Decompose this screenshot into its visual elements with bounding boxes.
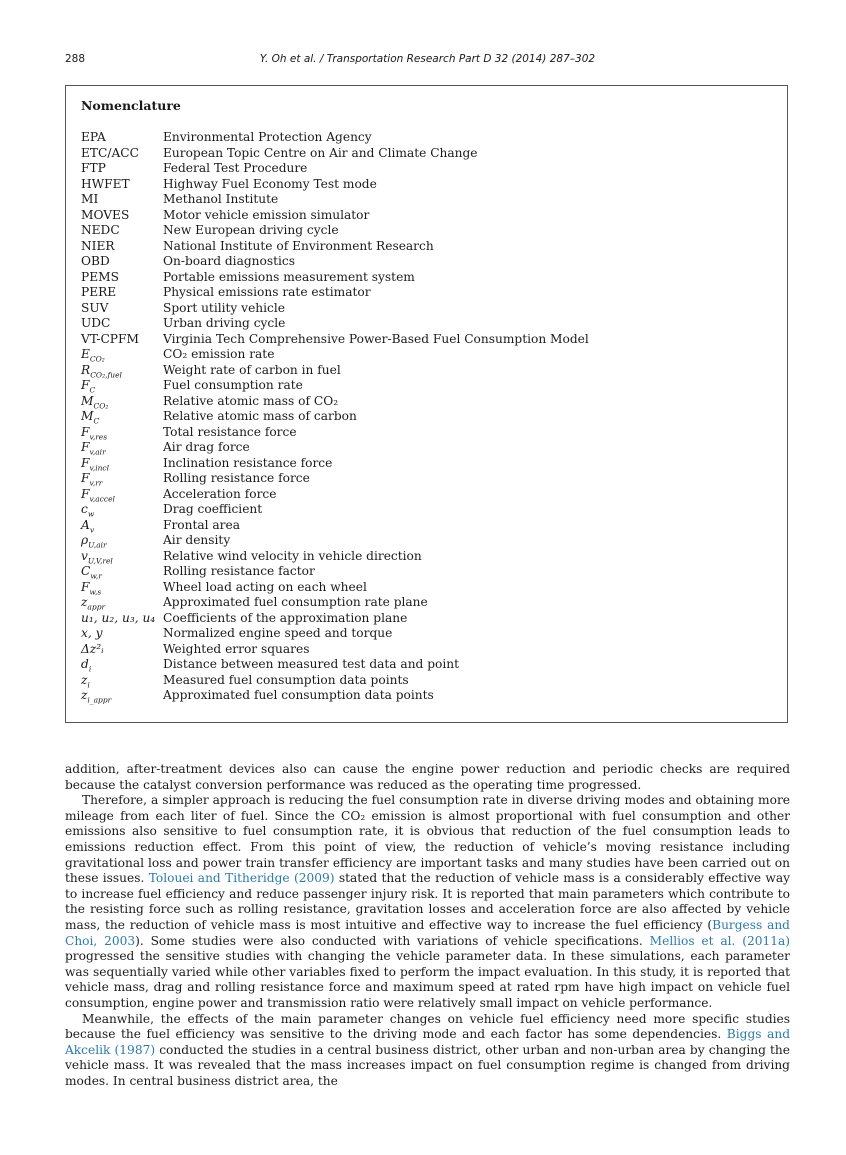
nomenclature-entry [81, 285, 771, 301]
nomenclature-term: ETC/ACC [81, 145, 139, 160]
nomenclature-definition: Coefficients of the approximation plane [163, 610, 408, 625]
nomenclature-definition: Relative atomic mass of carbon [163, 409, 357, 423]
nomenclature-term-subscript: appr [87, 602, 106, 612]
nomenclature-definition: Air drag force [163, 440, 250, 454]
nomenclature-definition: Portable emissions measurement system [163, 269, 415, 284]
nomenclature-term: OBD [81, 254, 110, 268]
paragraph-3-text-a: Meanwhile, the effects of the main parameter changes on vehicle fuel efficiency need more specific studies because the fuel efficiency was sensitive to the driving mode and each factor has some dependencies. [65, 1011, 790, 1042]
nomenclature-term: PEMS [81, 269, 119, 284]
nomenclature-definition: Weighted error squares [163, 641, 310, 656]
nomenclature-definition: Drag coefficient [163, 502, 263, 516]
nomenclature-term: Δz²ᵢ [81, 641, 104, 656]
nomenclature-definition: European Topic Centre on Air and Climate Change [163, 145, 478, 160]
paragraph-2-text-a: Therefore, a simpler approach is reducing the fuel consumption rate in diverse driving modes and obtaining more mileage from each liter of fuel. Since the CO₂ emission is almost proportional with fuel consumption and other emissions also sensitive to fuel consumption rate, it is obvious that reduction of the fuel consumption leads to emissions reduction effect. From this point of view, the reduction of vehicle’s moving resistance including gravitational loss and power train transfer efficiency are important tasks and many studies have been carried out on these issues. [65, 793, 790, 886]
nomenclature-term: $F_{v,res}$ [81, 424, 108, 441]
body-text [65, 762, 790, 1089]
nomenclature-term: $z_i$ [81, 672, 90, 689]
nomenclature-term: $z_{appr}$ [81, 595, 106, 612]
nomenclature-term: $v_{U,V,rel}$ [81, 548, 113, 565]
citation-burgess[interactable]: Burgess and Choi, 2003 [65, 917, 790, 948]
nomenclature-term-subscript: v,rr [89, 478, 103, 488]
nomenclature-term: $A_v$ [81, 517, 95, 534]
nomenclature-definition: Normalized engine speed and torque [163, 626, 393, 640]
paragraph-1 [65, 762, 790, 793]
nomenclature-entry [81, 363, 771, 379]
nomenclature-entry [81, 161, 771, 177]
nomenclature-entry [81, 564, 771, 580]
nomenclature-term-subscript: v [89, 524, 95, 534]
nomenclature-definition: Methanol Institute [163, 192, 279, 206]
citation-tolouei[interactable]: Tolouei and Titheridge (2009) [148, 871, 335, 886]
citation-mellios[interactable]: Mellios et al. (2011a) [649, 933, 790, 948]
nomenclature-term: UDC [81, 316, 111, 330]
nomenclature-term: u₁, u₂, u₃, u₄ [81, 610, 156, 625]
nomenclature-entry [81, 177, 771, 193]
nomenclature-definition: Inclination resistance force [163, 455, 333, 470]
nomenclature-entry [81, 657, 771, 673]
nomenclature-definition: Rolling resistance factor [163, 564, 315, 578]
nomenclature-entry [81, 688, 771, 704]
nomenclature-term: $R_{CO_2,fuel}$ [81, 362, 122, 379]
nomenclature-entry [81, 130, 771, 146]
page-header [65, 53, 790, 69]
nomenclature-definition: Weight rate of carbon in fuel [163, 362, 341, 377]
nomenclature-term-subscript: i_appr [87, 695, 112, 705]
page-number: 288 [65, 53, 86, 65]
nomenclature-term: SUV [81, 300, 109, 315]
nomenclature-term-subscript: v,res [89, 431, 108, 441]
nomenclature-definition: Federal Test Procedure [163, 161, 308, 175]
nomenclature-definition: Approximated fuel consumption data points [163, 688, 434, 702]
nomenclature-term-subscript: CO₂ [93, 400, 109, 410]
nomenclature-term-subscript: w [87, 509, 95, 519]
nomenclature-term: $M_C$ [81, 409, 100, 426]
nomenclature-entry [81, 409, 771, 425]
nomenclature-term-subscript: U,V,rel [87, 555, 113, 565]
nomenclature-definition: Environmental Protection Agency [163, 130, 372, 144]
nomenclature-definition: Urban driving cycle [163, 316, 286, 330]
nomenclature-term: PERE [81, 285, 117, 299]
paragraph-2 [65, 793, 790, 1011]
nomenclature-entry [81, 518, 771, 534]
nomenclature-term: $C_{w,r}$ [81, 564, 102, 581]
nomenclature-term: $F_{v,rr}$ [81, 471, 103, 488]
nomenclature-entry [81, 192, 771, 208]
nomenclature-term: NEDC [81, 223, 120, 237]
nomenclature-box [65, 85, 788, 723]
nomenclature-entry [81, 673, 771, 689]
nomenclature-entry [81, 378, 771, 394]
nomenclature-term: $F_{w,s}$ [81, 579, 102, 596]
nomenclature-definition: Physical emissions rate estimator [163, 285, 371, 299]
nomenclature-definition: Total resistance force [163, 424, 297, 439]
nomenclature-entry [81, 332, 771, 348]
nomenclature-term-subscript: v,accel [89, 493, 115, 503]
nomenclature-term: $z_{i\_appr}$ [81, 688, 112, 705]
nomenclature-definition: Fuel consumption rate [163, 378, 303, 392]
nomenclature-list [81, 130, 771, 704]
nomenclature-entry [81, 642, 771, 658]
nomenclature-entry [81, 223, 771, 239]
citation-biggs[interactable]: Biggs and Akcelik (1987) [65, 1027, 790, 1057]
nomenclature-definition: Virginia Tech Comprehensive Power-Based Fuel Consumption Model [163, 331, 589, 346]
paragraph-2-text-b: stated that the reduction of vehicle mass is a considerably effective way to increase fuel efficiency and reduce passenger injury risk. It is reported that main parameters which contribute to the resisting force such as rolling resistance, gravitation losses and acceleration force are also affected by vehicle mass, the reduction of vehicle mass is most intuitive and effective way to increase the fuel efficiency ( [65, 871, 790, 932]
nomenclature-entry [81, 456, 771, 472]
nomenclature-entry [81, 471, 771, 487]
nomenclature-term: $F_{v,accel}$ [81, 486, 115, 503]
nomenclature-term-subscript: w,r [90, 571, 102, 581]
nomenclature-definition: Highway Fuel Economy Test mode [163, 176, 377, 191]
nomenclature-entry [81, 626, 771, 642]
nomenclature-term: $c_w$ [81, 502, 95, 519]
nomenclature-definition: Frontal area [163, 517, 240, 532]
nomenclature-definition: Air density [163, 533, 231, 547]
nomenclature-term: $\rho_{U,air}$ [81, 533, 107, 550]
nomenclature-term-subscript: U,air [88, 540, 107, 550]
nomenclature-entry [81, 316, 771, 332]
nomenclature-term: x, y [81, 626, 103, 640]
nomenclature-entry [81, 270, 771, 286]
nomenclature-definition: Relative wind velocity in vehicle direction [163, 548, 422, 563]
paragraph-2-text-c: ). Some studies were also conducted with variations of vehicle specifications. [135, 933, 643, 948]
nomenclature-entry [81, 595, 771, 611]
nomenclature-title: Nomenclature [81, 98, 181, 113]
nomenclature-entry [81, 611, 771, 627]
nomenclature-term: MOVES [81, 207, 130, 222]
nomenclature-entry [81, 208, 771, 224]
nomenclature-entry [81, 254, 771, 270]
journal-citation: Y. Oh et al. / Transportation Research Part D 32 (2014) 287–302 [259, 53, 596, 65]
nomenclature-term: HWFET [81, 176, 130, 191]
nomenclature-entry [81, 394, 771, 410]
nomenclature-definition: Distance between measured test data and point [163, 657, 460, 671]
nomenclature-term: $F_{v,air}$ [81, 440, 106, 457]
nomenclature-definition: Wheel load acting on each wheel [163, 579, 367, 594]
nomenclature-term: NIER [81, 238, 115, 253]
nomenclature-term: EPA [81, 130, 106, 144]
nomenclature-term: FTP [81, 161, 106, 175]
nomenclature-term: VT-CPFM [81, 331, 139, 346]
nomenclature-term: $E_{CO_2}$ [81, 347, 105, 364]
nomenclature-term: MI [81, 192, 99, 206]
nomenclature-term-subscript: CO₂ [89, 354, 105, 364]
nomenclature-definition: On-board diagnostics [163, 254, 295, 268]
nomenclature-definition: Motor vehicle emission simulator [163, 207, 370, 222]
nomenclature-term-subscript: v,incl [89, 462, 110, 472]
nomenclature-entry [81, 533, 771, 549]
nomenclature-term: $F_{v,incl}$ [81, 455, 110, 472]
nomenclature-definition: Approximated fuel consumption rate plane [163, 595, 428, 609]
nomenclature-definition: Relative atomic mass of CO₂ [163, 393, 339, 408]
nomenclature-term: $d_i$ [81, 657, 92, 674]
nomenclature-definition: Rolling resistance force [163, 471, 310, 485]
nomenclature-term-subscript: i [88, 664, 92, 674]
paragraph-3-text-b: conducted the studies in a central business district, other urban and non-urban area by changing the vehicle mass. It was revealed that the mass increases impact on fuel consumption regime is changed from driving modes. In central business district area, the [65, 1042, 790, 1088]
nomenclature-entry [81, 301, 771, 317]
nomenclature-entry [81, 347, 771, 363]
paragraph-2-text-d: progressed the sensitive studies with changing the vehicle parameter data. In these simulations, each parameter was sequentially varied while other variables fixed to perform the impact evaluation. In this study, it is reported that vehicle mass, drag and rolling resistance force and maximum speed at rated rpm have high impact on vehicle fuel consumption, engine power and transmission ratio were relatively small impact on vehicle performance. [65, 949, 790, 1010]
nomenclature-definition: New European driving cycle [163, 223, 339, 237]
nomenclature-entry [81, 239, 771, 255]
nomenclature-entry [81, 440, 771, 456]
nomenclature-term-subscript: i [87, 679, 90, 689]
paragraph-3 [65, 1012, 790, 1090]
nomenclature-entry [81, 487, 771, 503]
nomenclature-term-subscript: C [93, 416, 100, 426]
nomenclature-entry [81, 146, 771, 162]
nomenclature-term: $F_C$ [81, 378, 96, 395]
nomenclature-entry [81, 502, 771, 518]
nomenclature-entry [81, 425, 771, 441]
nomenclature-definition: Sport utility vehicle [163, 300, 285, 315]
nomenclature-entry [81, 580, 771, 596]
nomenclature-definition: Measured fuel consumption data points [163, 672, 409, 687]
nomenclature-term-subscript: v,air [89, 447, 106, 457]
nomenclature-definition: CO₂ emission rate [163, 347, 275, 361]
nomenclature-term-subscript: CO₂,fuel [90, 369, 122, 379]
nomenclature-definition: Acceleration force [163, 486, 277, 501]
nomenclature-term-subscript: w,s [89, 586, 102, 596]
nomenclature-term: $M_{CO_2}$ [81, 393, 109, 410]
nomenclature-definition: National Institute of Environment Research [163, 238, 434, 253]
nomenclature-entry [81, 549, 771, 565]
nomenclature-term-subscript: C [89, 385, 96, 395]
paragraph-1-text: addition, after-treatment devices also can cause the engine power reduction and periodic checks are required because the catalyst conversion performance was reduced as the operating time progressed. [65, 762, 790, 792]
